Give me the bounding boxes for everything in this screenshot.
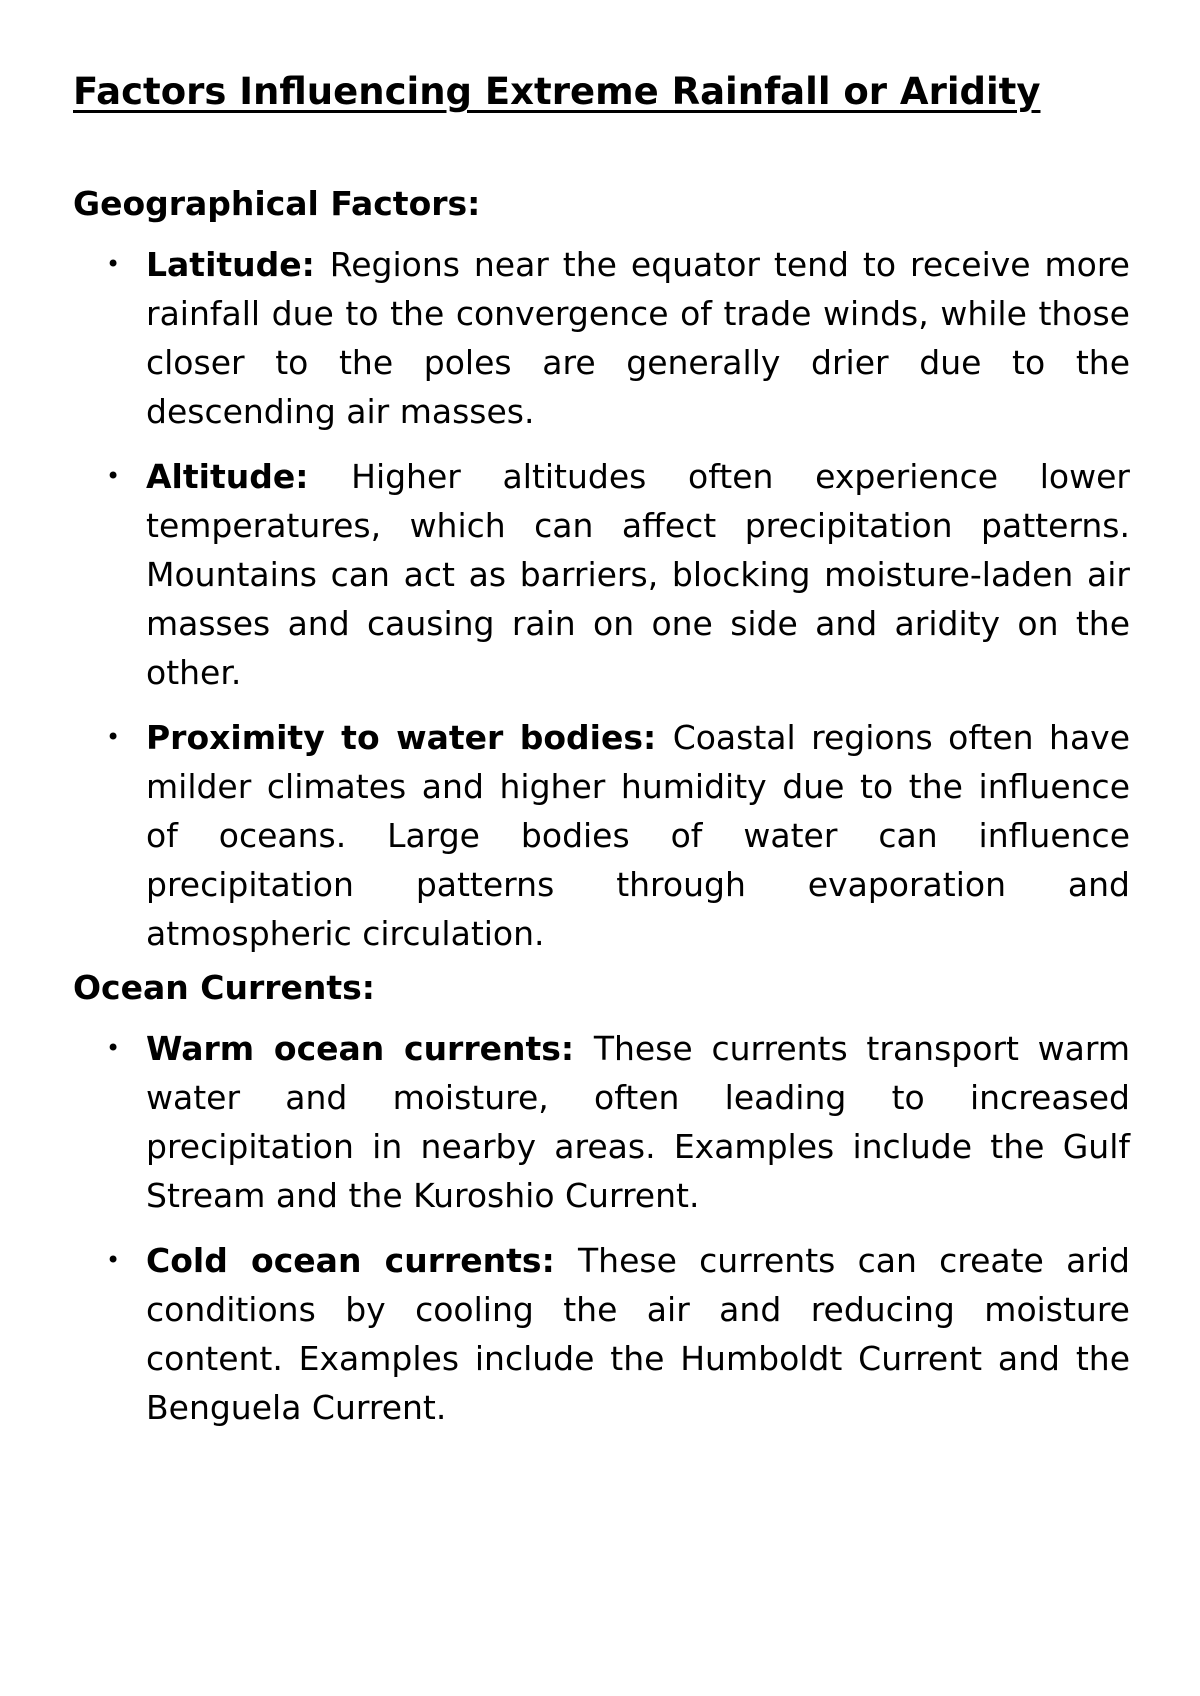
ocean-currents-list [73, 1024, 1130, 1432]
factor-description: These currents can create arid conditions by cooling the air and reducing moisture content. Examples include the Humboldt Current and the Benguela Current. [146, 1241, 1130, 1427]
section-heading-ocean-currents: Ocean Currents: [73, 968, 375, 1007]
geographical-factors-list [73, 240, 1130, 958]
factor-description: Higher altitudes often experience lower temperatures, which can affect precipitation patterns. Mountains can act as barriers, blocking moisture-laden air masses and causing rain on one side and aridity on the other. [146, 457, 1130, 692]
factor-description: Regions near the equator tend to receive more rainfall due to the convergence of trade winds, while those closer to the poles are generally drier due to the descending air masses. [146, 245, 1130, 431]
bullet-icon: • [106, 723, 121, 751]
list-item-proximity-to-water-bodies [73, 713, 1130, 958]
factor-description: Coastal regions often have milder climates and higher humidity due to the influence of oceans. Large bodies of water can influence precipitation patterns through evaporation and atmospheric circulation. [146, 718, 1130, 953]
factor-description: These currents transport warm water and moisture, often leading to increased precipitation in nearby areas. Examples include the Gulf Stream and the Kuroshio Current. [146, 1029, 1130, 1215]
list-item-cold-ocean-currents [73, 1236, 1130, 1432]
factor-term: Altitude: [146, 457, 352, 496]
list-item-warm-ocean-currents [73, 1024, 1130, 1220]
factor-term: Latitude: [146, 245, 330, 284]
factor-term: Cold ocean currents: [146, 1241, 578, 1280]
document-page [73, 70, 1130, 1432]
bullet-icon: • [106, 1246, 121, 1274]
bullet-icon: • [106, 462, 121, 490]
document-title: Factors Influencing Extreme Rainfall or Aridity [73, 70, 1041, 113]
list-item-altitude [73, 452, 1130, 697]
factor-term: Proximity to water bodies: [146, 718, 673, 757]
section-heading-geographical-factors: Geographical Factors: [73, 184, 481, 223]
list-item-latitude [73, 240, 1130, 436]
bullet-icon: • [106, 250, 121, 278]
bullet-icon: • [106, 1034, 121, 1062]
factor-term: Warm ocean currents: [146, 1029, 594, 1068]
